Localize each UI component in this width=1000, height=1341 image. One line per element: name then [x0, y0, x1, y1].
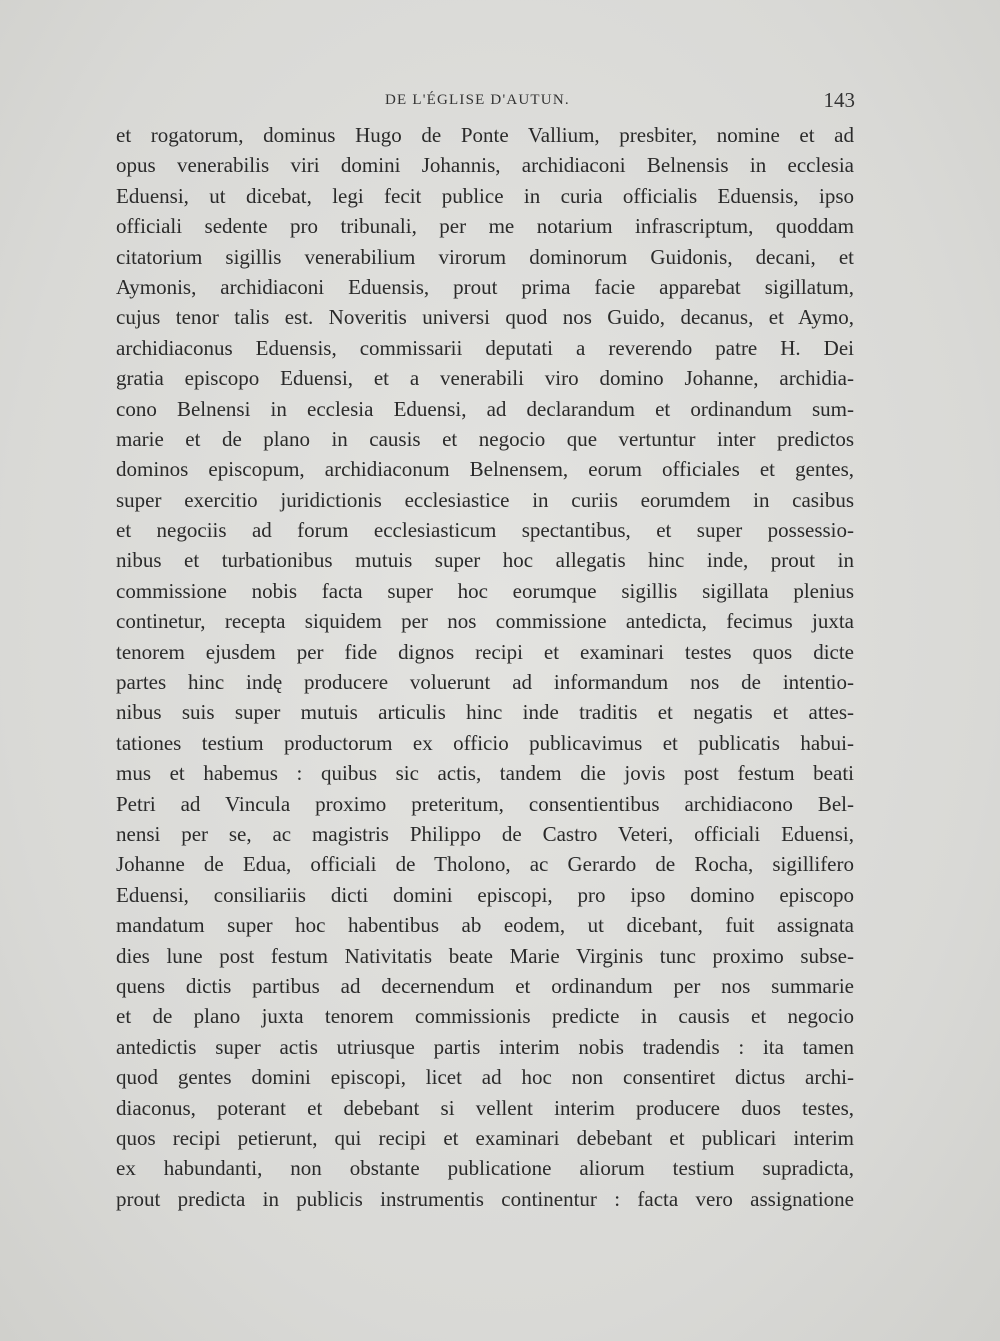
text-line: Petri ad Vincula proximo preteritum, consentientibus archidiacono Bel-	[116, 791, 854, 816]
text-line: dies lune post festum Nativitatis beate Marie Virginis tunc proximo subse-	[116, 943, 854, 968]
text-line: quens dictis partibus ad decernendum et ordinandum per nos summarie	[116, 973, 854, 998]
text-line: quod gentes domini episcopi, licet ad hoc non consentiret dictus archi-	[116, 1065, 854, 1090]
text-line: opus venerabilis viri domini Johannis, archidiaconi Belnensis in ecclesia	[116, 153, 854, 178]
body-text	[116, 120, 854, 1214]
text-line: prout predicta in publicis instrumentis continentur : facta vero assignatione	[116, 1186, 854, 1211]
text-line: quos recipi petierunt, qui recipi et examinari debebant et publicari interim	[116, 1125, 854, 1150]
text-line: citatorium sigillis venerabilium virorum dominorum Guidonis, decani, et	[116, 244, 854, 269]
text-line: nibus et turbationibus mutuis super hoc allegatis hinc inde, prout in	[116, 548, 854, 573]
text-line: ex habundanti, non obstante publicatione aliorum testium supradicta,	[116, 1156, 854, 1181]
text-line: Johanne de Edua, officiali de Tholono, ac Gerardo de Rocha, sigillifero	[116, 852, 854, 877]
text-line: et negociis ad forum ecclesiasticum spectantibus, et super possessio-	[116, 518, 854, 543]
text-line: et rogatorum, dominus Hugo de Ponte Vallium, presbiter, nomine et ad	[116, 123, 854, 147]
text-line: diaconus, poterant et debebant si vellent interim producere duos testes,	[116, 1095, 854, 1120]
text-line: mandatum super hoc habentibus ab eodem, ut dicebant, fuit assignata	[116, 913, 854, 938]
text-line: antedictis super actis utriusque partis interim nobis tradendis : ita tamen	[116, 1034, 854, 1059]
text-line: tenorem ejusdem per fide dignos recipi et examinari testes quos dicte	[116, 639, 854, 664]
text-line: mus et habemus : quibus sic actis, tandem die jovis post festum beati	[116, 761, 854, 786]
text-line: commissione nobis facta super hoc eorumque sigillis sigillata plenius	[116, 578, 854, 603]
text-line: tationes testium productorum ex officio publicavimus et publicatis habui-	[116, 730, 854, 755]
page-number: 143	[823, 88, 855, 112]
text-line: nibus suis super mutuis articulis hinc inde traditis et negatis et attes-	[116, 700, 854, 725]
text-line: Eduensi, ut dicebat, legi fecit publice in curia officialis Eduensis, ipso	[116, 183, 854, 208]
text-line: Aymonis, archidiaconi Eduensis, prout prima facie apparebat sigillatum,	[116, 274, 854, 299]
text-line: gratia episcopo Eduensi, et a venerabili viro domino Johanne, archidia-	[116, 366, 854, 391]
text-line: cujus tenor talis est. Noveritis universi quod nos Guido, decanus, et Aymo,	[116, 305, 854, 330]
text-line: partes hinc indę producere voluerunt ad informandum nos de intentio-	[116, 670, 854, 695]
text-line: et de plano juxta tenorem commissionis predicte in causis et negocio	[116, 1004, 854, 1029]
text-line: Eduensi, consiliariis dicti domini episcopi, pro ipso domino episcopo	[116, 882, 854, 907]
running-title: DE L'ÉGLISE D'AUTUN.	[385, 92, 570, 108]
text-line: cono Belnensi in ecclesia Eduensi, ad declarandum et ordinandum sum-	[116, 396, 854, 421]
text-line: archidiaconus Eduensis, commissarii deputati a reverendo patre H. Dei	[116, 335, 854, 360]
text-line: super exercitio juridictionis ecclesiastice in curiis eorumdem in casibus	[116, 487, 854, 512]
text-line: nensi per se, ac magistris Philippo de Castro Veteri, officiali Eduensi,	[116, 821, 854, 846]
text-line: dominos episcopum, archidiaconum Belnensem, eorum officiales et gentes,	[116, 457, 854, 482]
page-header	[385, 88, 855, 116]
text-line: officiali sedente pro tribunali, per me notarium infrascriptum, quoddam	[116, 214, 854, 239]
text-line: marie et de plano in causis et negocio que vertuntur inter predictos	[116, 426, 854, 451]
text-line: continetur, recepta siquidem per nos commissione antedicta, fecimus juxta	[116, 609, 854, 634]
